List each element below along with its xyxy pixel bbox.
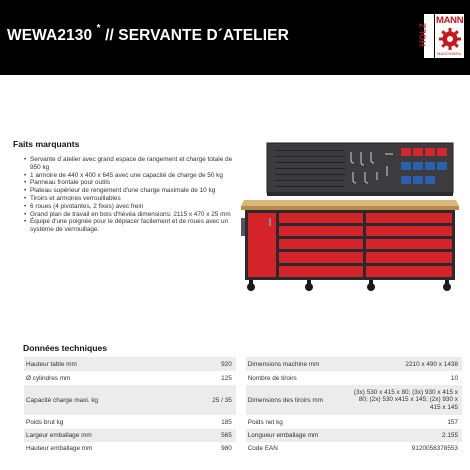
drawer-column-right bbox=[366, 213, 452, 277]
spec-label: Poids net kg bbox=[247, 418, 283, 426]
spec-value: 9120058378553 bbox=[411, 445, 458, 452]
caster-wheels bbox=[247, 280, 451, 291]
feature-item: • Panneau frontale pour outils bbox=[24, 179, 239, 187]
spec-label: Capacité charge maxi. kg bbox=[26, 396, 99, 404]
feature-item: • Plateau supérieur de rengement d'une charge maximale de 10 kg bbox=[24, 187, 239, 195]
spec-value: 980 bbox=[221, 445, 232, 452]
drawer-column-middle bbox=[279, 213, 363, 277]
spec-value: 2.155 bbox=[442, 432, 458, 439]
product-name: // SERVANTE D´ATELIER bbox=[105, 27, 289, 45]
wooden-worktop bbox=[241, 200, 459, 206]
spec-label: Largeur emballage mm bbox=[26, 432, 92, 439]
spec-label: Poids brut kg bbox=[26, 418, 64, 426]
feature-item: • Grand plan de travail en bois d'hévéa dimensions: 2115 x 470 x 25 mm bbox=[24, 211, 239, 219]
spec-label: Ø cylindres mm bbox=[26, 374, 71, 382]
spec-value: 157 bbox=[447, 418, 458, 426]
spec-value: 185 bbox=[221, 418, 232, 426]
table-row bbox=[24, 415, 462, 429]
feature-item: • 1 armoire de 440 x 400 x 645 avec une capacité de charge de 50 kg bbox=[24, 172, 239, 180]
spec-label: Dimensions machine mm bbox=[247, 360, 320, 368]
table-row bbox=[24, 429, 462, 442]
cabinet-door bbox=[248, 213, 276, 277]
table-row bbox=[24, 357, 462, 371]
feature-item: • 6 roues (4 pivotantes, 2 fixes) avec frein bbox=[24, 203, 239, 211]
tech-title: Données techniques bbox=[23, 343, 108, 353]
table-row bbox=[24, 442, 462, 455]
table-row bbox=[24, 385, 462, 415]
logo-holz-text: HOLZ bbox=[418, 22, 428, 47]
tech-specs-table bbox=[24, 357, 462, 455]
spec-value: (3x) 530 x 415 x 80; (3x) 930 x 415 x 80; (2x) 530 x415 x 145; (2x) 930 x 415 x 145 bbox=[353, 388, 458, 411]
spec-label: Code EAN bbox=[247, 445, 278, 452]
spec-value: 920 bbox=[221, 360, 232, 368]
spec-value: 10 bbox=[450, 374, 458, 382]
workbench-product-image bbox=[241, 140, 459, 292]
spec-label: Longueur emballage mm bbox=[247, 432, 319, 439]
product-code-mark: * bbox=[96, 23, 101, 34]
feature-item: • Équipé d'une poignée pour le déplacer facilement et de roues avec un système de verrouillage. bbox=[24, 218, 239, 234]
spec-value: 2210 x 490 x 1438 bbox=[405, 360, 458, 368]
page-header bbox=[0, 0, 470, 75]
logo-tagline: MASCHINEN bbox=[437, 51, 462, 56]
features-list bbox=[24, 156, 239, 234]
spec-value: 25 / 35 bbox=[212, 396, 232, 404]
holzmann-logo bbox=[418, 14, 464, 58]
spec-label: Hauteur table mm bbox=[26, 360, 77, 368]
spec-label: Nombre de tiroirs bbox=[247, 374, 297, 382]
features-title: Faits marquants bbox=[13, 139, 80, 149]
spec-label: Hauteur emballage mm bbox=[26, 445, 93, 452]
page-title bbox=[7, 23, 289, 45]
logo-mann-text: MANN bbox=[436, 15, 464, 26]
spec-label: Dimensions des tiroirs mm bbox=[247, 396, 323, 404]
gear-icon bbox=[439, 28, 461, 50]
spec-value: 125 bbox=[221, 374, 232, 382]
product-code: WEWA2130 bbox=[7, 27, 93, 45]
feature-item: • Servante d´atelier avec grand espace de rangement et charge totale de 950 kg bbox=[24, 156, 239, 172]
feature-item: • Tiroirs et armoires verrouillables bbox=[24, 195, 239, 203]
spec-value: 565 bbox=[221, 432, 232, 439]
table-row bbox=[24, 371, 462, 385]
